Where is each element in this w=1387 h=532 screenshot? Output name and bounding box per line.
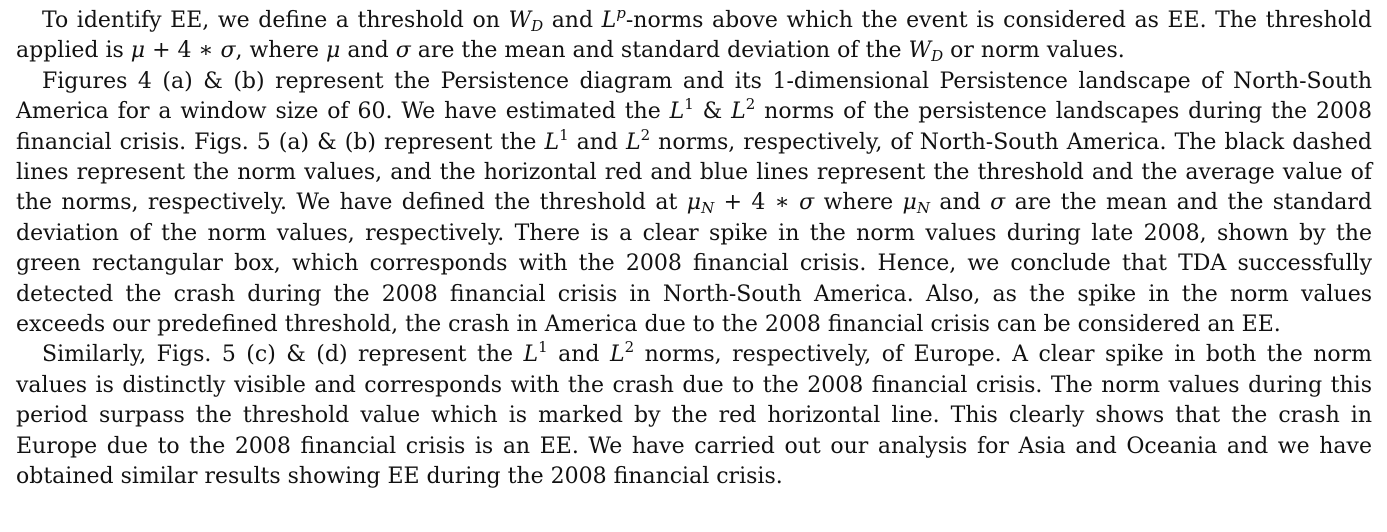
text-run: and [547,342,610,368]
text-run: norms of the persistence landscapes during the 2008 financial crisis. Figs. 5 (a) & (b) represent the [16,99,1373,155]
math-symbol: μ [686,190,702,216]
text-run: and [929,190,991,216]
math-superscript: 1 [559,125,569,144]
paragraph-europe [16,340,1372,492]
text-run: are the mean and standard deviation of the [410,38,909,64]
text-run: Figures 4 (a) & (b) represent the Persistence diagram and its 1-dimensional Persistence landscape of North-South America for a window size of 60. We have estimated the [16,68,1372,125]
math-symbol: σ [799,190,815,216]
paper-page [16,6,1372,493]
text-run: and [568,129,627,155]
math-symbol: L [609,342,625,368]
math-symbol: σ [220,38,236,64]
math-symbol: μ [130,38,146,64]
text-run: -norms above which the event is considered as EE. The threshold applied is [16,8,1372,64]
math-symbol: L [544,129,560,155]
text-run: are the mean and the standard deviation of the norm values, respectively. There is a clear spike in the norm values during late 2008, shown by the green rectangular box, which corresponds with the 2008 financial crisis. Hence, we conclude that TDA successfully detected the crash during the 2008 financial crisis in North-South America. Also, as the spike in the norm values exceeds our predefined threshold, the crash in America due to the 2008 financial crisis can be considered an EE. [16,190,1373,338]
math-symbol: μ [902,190,917,216]
text-run: , where [235,38,327,64]
math-subscript: D [931,47,944,66]
text-run: and [543,8,602,33]
math-symbol: σ [990,190,1006,216]
math-superscript: 2 [745,95,756,114]
text-run: norms, respectively, of Europe. A clear spike in both the norm values is distinctly visible and corresponds with the crash due to the 2008 financial crisis. The norm values during this period surpass the threshold value which is marked by the red horizontal line. This clearly shows that the crash in Europe due to the 2008 financial crisis is an EE. We have carried out our analysis for Asia and Oceania and we have obtained similar results showing EE during the 2008 financial crisis. [16,342,1373,490]
math-subscript: N [916,199,930,218]
math-symbol: W [508,8,532,33]
math-symbol: W [908,38,932,64]
math-superscript: 1 [538,338,548,357]
math-superscript: 2 [624,338,635,357]
text-run: & [693,99,732,125]
text-run: or norm values. [943,38,1125,64]
text-run: where [814,190,903,216]
text-run: Similarly, Figs. 5 (c) & (d) represent the [42,342,524,368]
math-symbol: L [626,129,641,155]
math-symbol: L [731,99,746,125]
math-subscript: D [531,17,544,35]
math-subscript: N [701,199,715,218]
math-symbol: σ [395,38,411,64]
math-symbol: L [669,99,685,125]
math-symbol: L [601,8,617,33]
text-run: + 4 ∗ [145,38,221,64]
text-run: and [340,38,396,64]
text-run: + 4 ∗ [714,190,800,216]
math-superscript: 2 [640,125,651,144]
text-run: norms, respectively, of North-South America. The black dashed lines represent the norm values, and the horizontal red and blue lines represent the threshold and the average value of the norms, respectively. We have defined the threshold at [16,129,1373,216]
math-symbol: L [523,342,539,368]
math-symbol: μ [326,38,341,64]
paragraph-north-south-america [16,67,1372,341]
math-superscript: 1 [684,95,694,114]
math-superscript: p [616,4,626,22]
text-run: To identify EE, we define a threshold on [42,8,509,33]
paragraph-threshold-definition [16,6,1372,67]
